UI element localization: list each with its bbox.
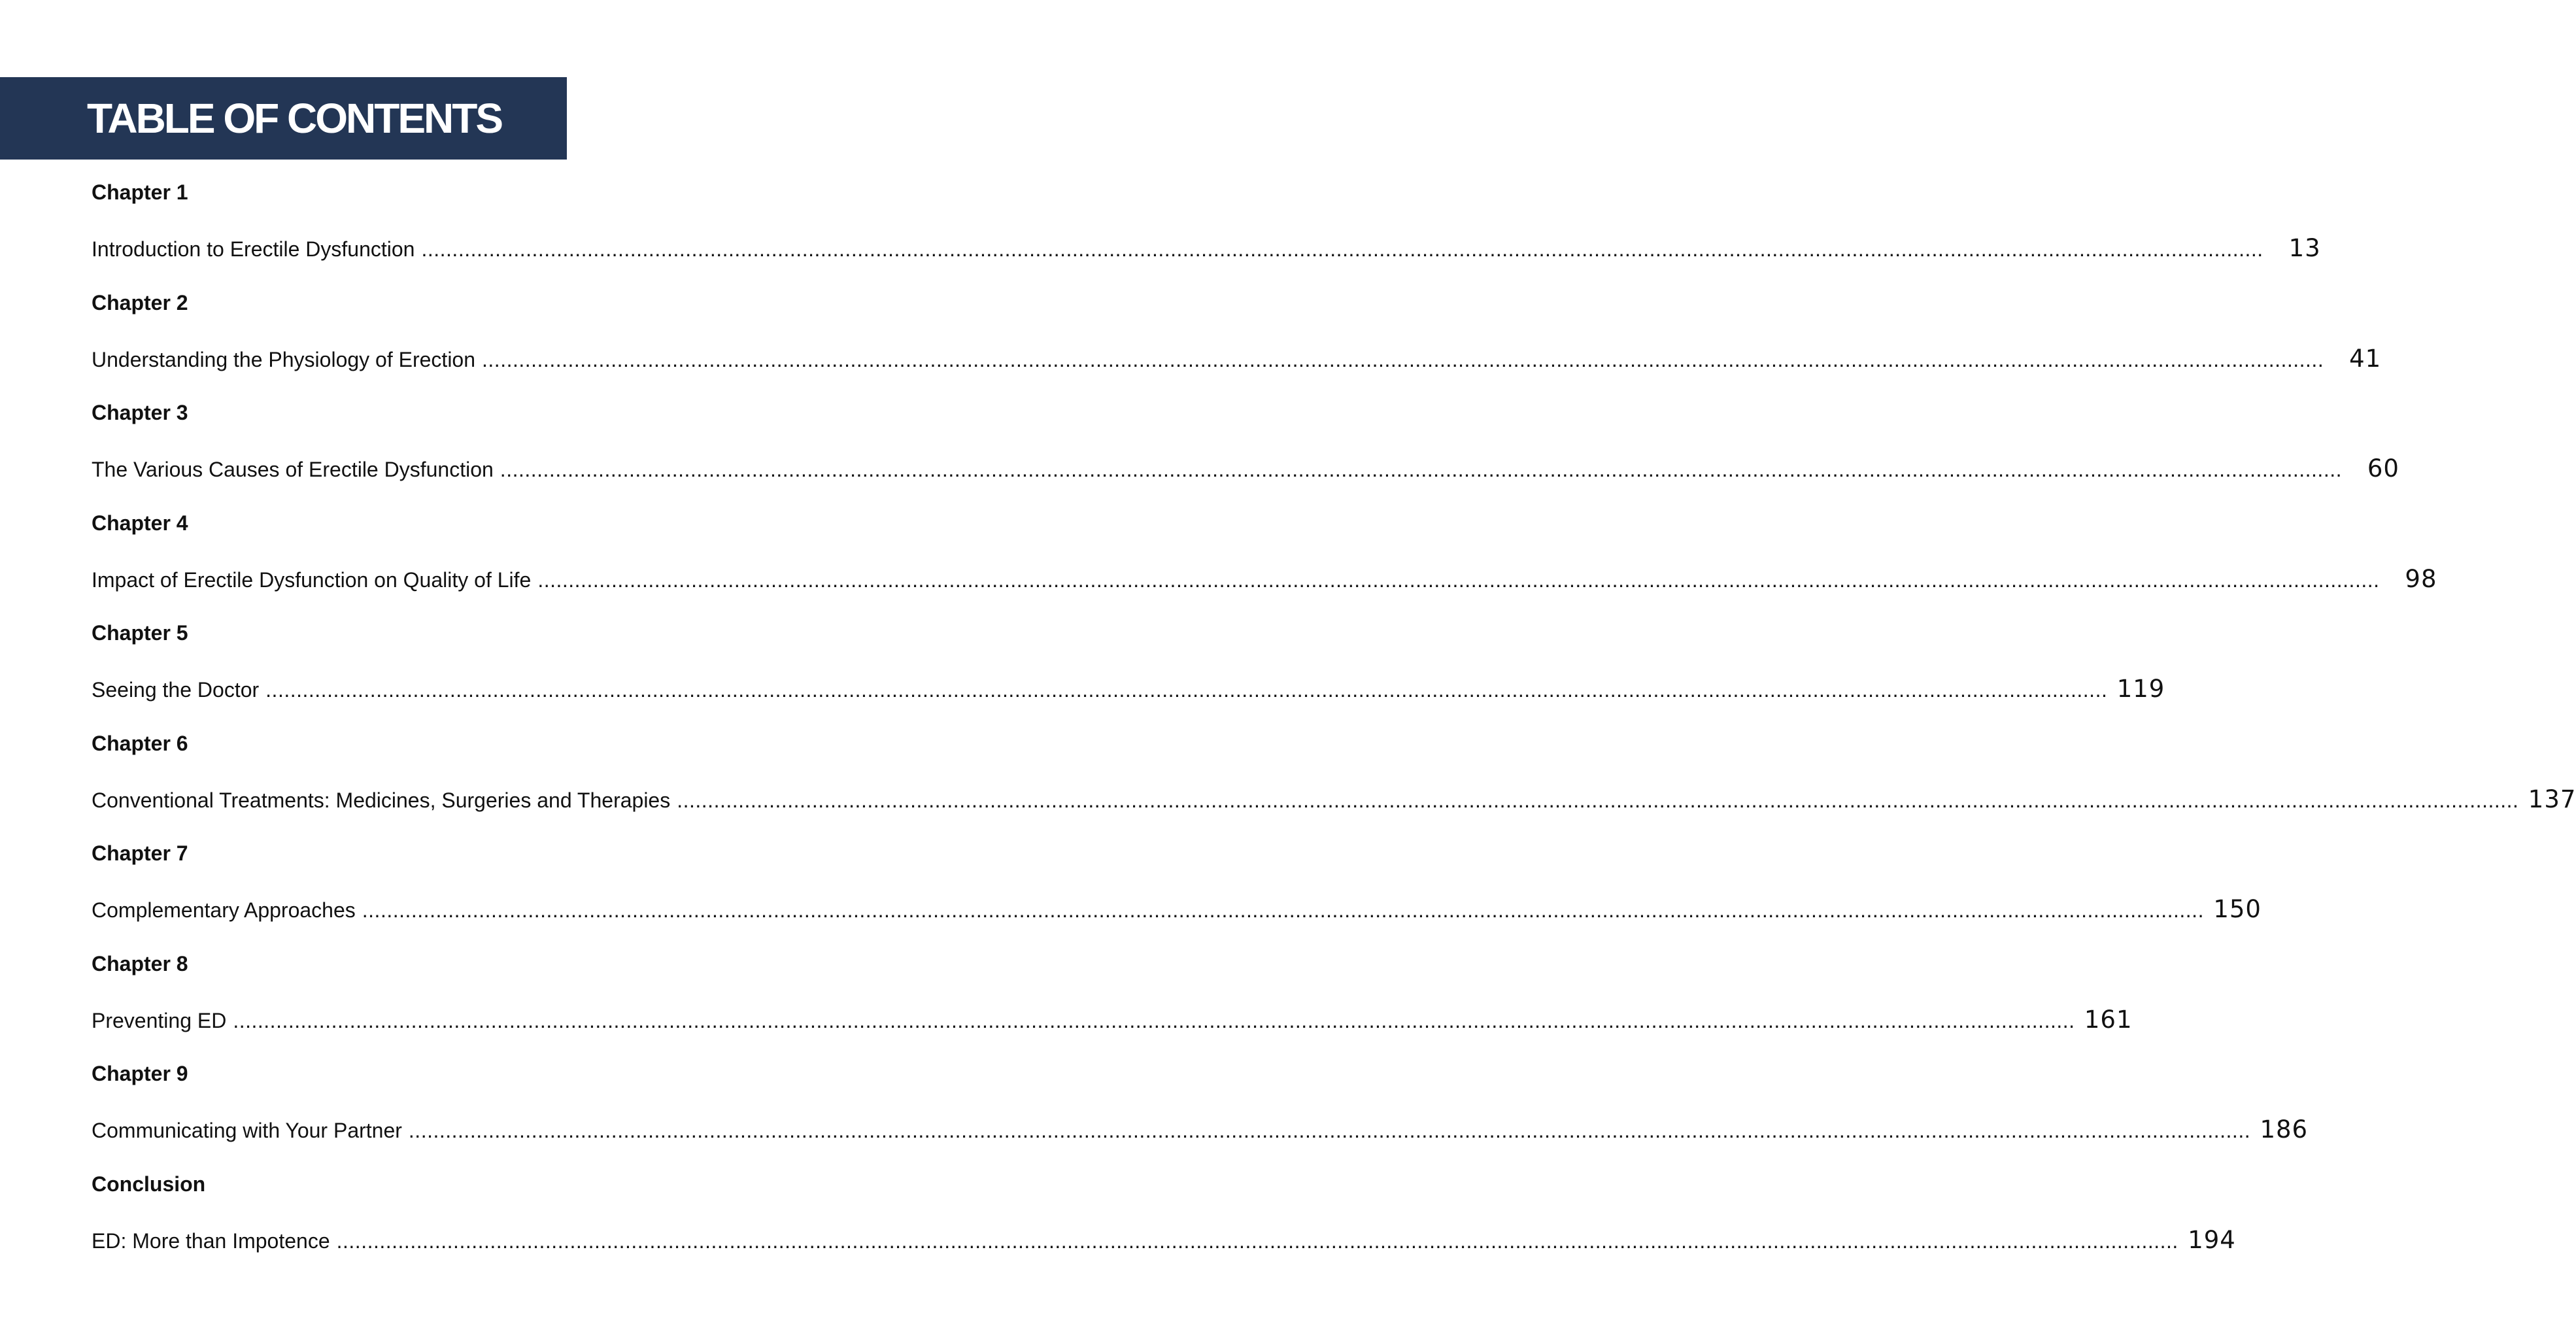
- toc-chapter-block: [92, 175, 2321, 286]
- dot-leader: ............................................................................................................................................................................................................................................................................................................: [336, 1229, 2178, 1253]
- page-number: 13: [2288, 234, 2321, 262]
- dot-leader: ............................................................................................................................................................................................................................................................................................................: [500, 458, 2342, 481]
- entry-title: Complementary Approaches: [92, 898, 356, 922]
- page-title: TABLE OF CONTENTS: [87, 95, 501, 142]
- page-number: 60: [2367, 454, 2399, 483]
- toc-chapter-block: [92, 286, 2382, 396]
- table-of-contents: [92, 175, 2576, 1277]
- chapter-label: Conclusion: [92, 1172, 206, 1196]
- toc-entry[interactable]: [92, 454, 2399, 483]
- toc-chapter-block: [92, 1057, 2309, 1167]
- toc-chapter-block: [92, 506, 2437, 617]
- chapter-label: Chapter 8: [92, 951, 188, 975]
- chapter-label: Chapter 5: [92, 621, 188, 645]
- toc-entry[interactable]: [92, 234, 2321, 263]
- page-number: 41: [2349, 344, 2382, 373]
- entry-title: Introduction to Erectile Dysfunction: [92, 237, 415, 261]
- toc-entry[interactable]: [92, 1005, 2133, 1034]
- chapter-label: Chapter 7: [92, 841, 188, 865]
- toc-chapter-block: [92, 836, 2262, 947]
- toc-entry[interactable]: [92, 344, 2382, 373]
- page-number: 137: [2528, 785, 2576, 813]
- toc-chapter-block: [92, 616, 2165, 726]
- dot-leader: ............................................................................................................................................................................................................................................................................................................: [265, 678, 2108, 702]
- entry-title: The Various Causes of Erectile Dysfunction: [92, 458, 494, 481]
- dot-leader: ............................................................................................................................................................................................................................................................................................................: [677, 788, 2519, 812]
- entry-title: Conventional Treatments: Medicines, Surgeries and Therapies: [92, 788, 671, 812]
- chapter-label: Chapter 2: [92, 290, 188, 314]
- entry-title: Understanding the Physiology of Erection: [92, 347, 476, 371]
- toc-chapter-block: [92, 1167, 2236, 1278]
- dot-leader: ............................................................................................................................................................................................................................................................................................................: [537, 568, 2380, 592]
- toc-entry[interactable]: [92, 895, 2262, 924]
- page-number: 98: [2405, 564, 2437, 593]
- toc-chapter-block: [92, 726, 2576, 837]
- chapter-label: Chapter 4: [92, 511, 188, 535]
- toc-entry[interactable]: [92, 675, 2165, 703]
- toc-chapter-block: [92, 947, 2133, 1057]
- dot-leader: ............................................................................................................................................................................................................................................................................................................: [482, 347, 2324, 371]
- entry-title: ED: More than Impotence: [92, 1229, 330, 1253]
- page-number: 119: [2116, 675, 2165, 703]
- toc-entry[interactable]: [92, 564, 2437, 594]
- page-number: 186: [2260, 1115, 2309, 1144]
- toc-header-band: [0, 77, 567, 160]
- toc-entry[interactable]: [92, 785, 2576, 814]
- page-number: 150: [2213, 895, 2262, 923]
- dot-leader: ............................................................................................................................................................................................................................................................................................................: [408, 1119, 2251, 1142]
- dot-leader: ............................................................................................................................................................................................................................................................................................................: [421, 237, 2263, 261]
- entry-title: Communicating with Your Partner: [92, 1119, 402, 1142]
- toc-entry[interactable]: [92, 1115, 2309, 1144]
- entry-title: Seeing the Doctor: [92, 678, 260, 702]
- chapter-label: Chapter 9: [92, 1062, 188, 1085]
- chapter-label: Chapter 1: [92, 180, 188, 204]
- toc-chapter-block: [92, 396, 2399, 506]
- chapter-label: Chapter 6: [92, 731, 188, 755]
- chapter-label: Chapter 3: [92, 401, 188, 424]
- page-number: 161: [2084, 1005, 2133, 1034]
- dot-leader: ............................................................................................................................................................................................................................................................................................................: [233, 1008, 2075, 1032]
- dot-leader: ............................................................................................................................................................................................................................................................................................................: [362, 898, 2204, 922]
- page-number: 194: [2188, 1225, 2236, 1254]
- toc-entry[interactable]: [92, 1225, 2236, 1255]
- entry-title: Impact of Erectile Dysfunction on Quality of Life: [92, 568, 532, 592]
- entry-title: Preventing ED: [92, 1008, 227, 1032]
